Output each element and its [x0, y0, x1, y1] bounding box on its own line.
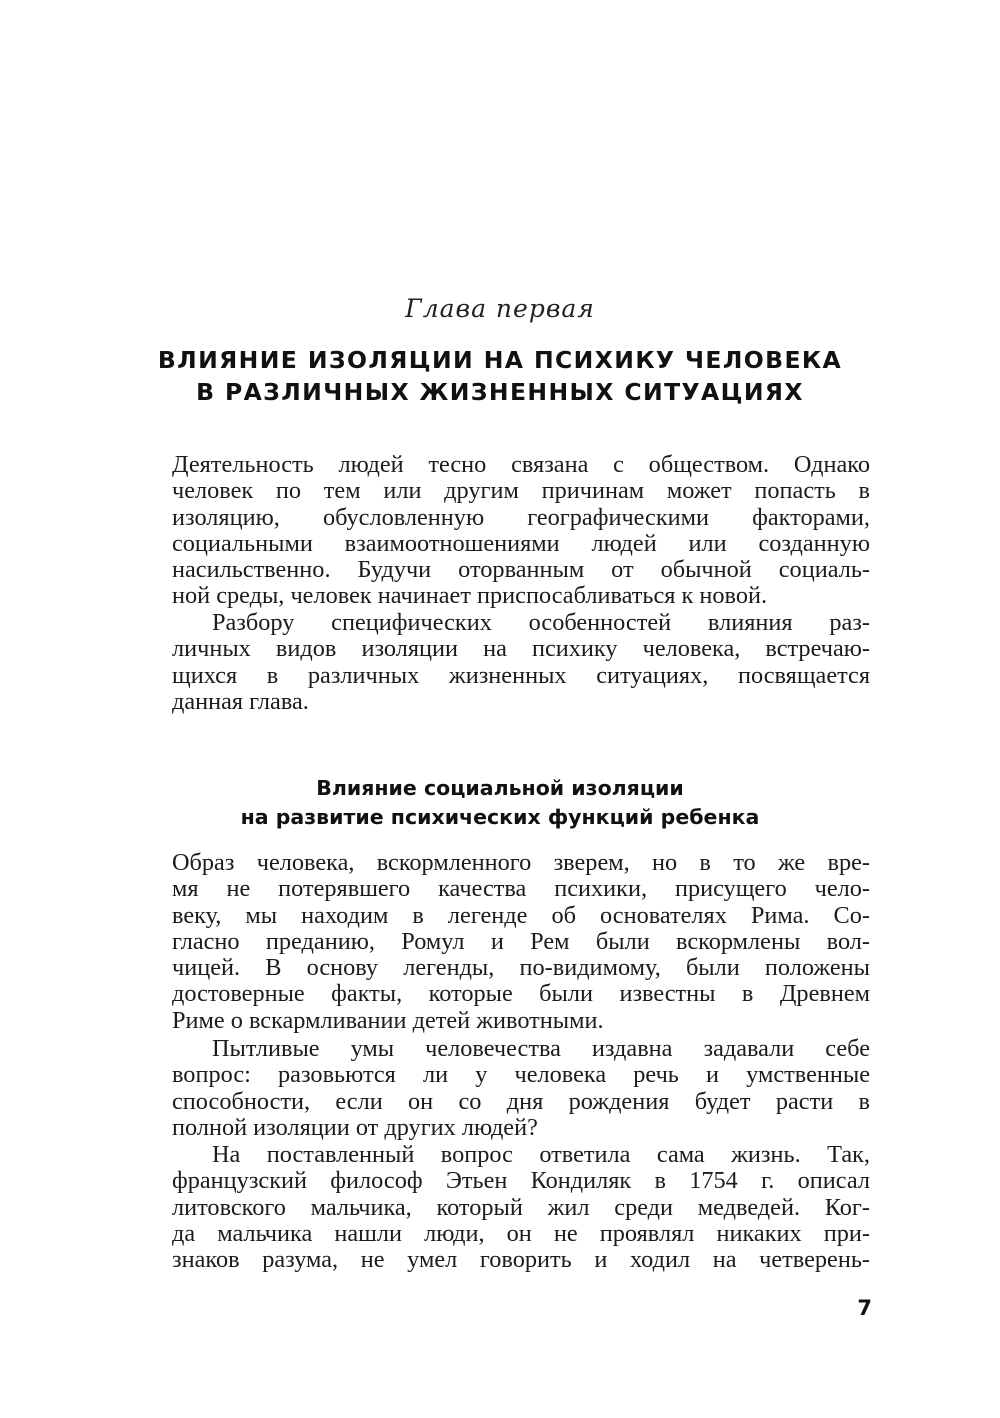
section-title-line: на развитие психических функций ребенка — [240, 805, 760, 829]
text-line: человек по тем или другим причинам может попасть в — [172, 477, 870, 505]
chapter-title-line: ВЛИЯНИЕ ИЗОЛЯЦИИ НА ПСИХИКУ ЧЕЛОВЕКА — [157, 346, 843, 374]
text-line: Риме о вскармливании детей животными. — [172, 1006, 604, 1034]
text-line: изоляцию, обусловленную географическими факторами, — [172, 503, 870, 531]
text-line: да мальчика нашли люди, он не проявлял никаких при- — [172, 1219, 870, 1247]
text-line: гласно преданию, Ромул и Рем были вскормлены вол- — [172, 927, 870, 955]
text-line: Разбору специфических особенностей влияния раз- — [212, 609, 870, 636]
text-line: ной среды, человек начинает приспосабливаться к новой. — [172, 582, 768, 610]
text-line: чицей. В основу легенды, по-видимому, были положены — [172, 954, 870, 982]
chapter-label: Глава первая — [405, 294, 595, 323]
text-line: данная глава. — [172, 687, 309, 715]
text-line: насильственно. Будучи оторванным от обычной социаль- — [172, 556, 870, 584]
text-line: способности, если он со дня рождения будет расти в — [172, 1087, 870, 1115]
section-paragraph-1 — [172, 850, 870, 1034]
section-paragraph-2 — [172, 1036, 870, 1141]
page-number: 7 — [857, 1296, 872, 1320]
section-paragraph-3 — [172, 1142, 870, 1273]
text-line: полной изоляции от других людей? — [172, 1113, 538, 1141]
text-line: достоверные факты, которые были известны в Древнем — [172, 980, 870, 1008]
text-line: знаков разума, не умел говорить и ходил на четверень- — [172, 1246, 870, 1274]
text-line: личных видов изоляции на психику человека, встречаю- — [172, 635, 870, 663]
text-line: социальными взаимоотношениями людей или созданную — [172, 529, 870, 557]
section-title-line: Влияние социальной изоляции — [316, 776, 684, 800]
chapter-title-line: В РАЗЛИЧНЫХ ЖИЗНЕННЫХ СИТУАЦИЯХ — [196, 378, 804, 406]
chapter-title — [0, 344, 1000, 408]
text-line: Образ человека, вскормленного зверем, но в то же вре- — [172, 849, 870, 876]
intro-paragraph-1 — [172, 452, 870, 610]
text-line: щихся в различных жизненных ситуациях, посвящается — [172, 661, 870, 689]
text-line: На поставленный вопрос ответила сама жизнь. Так, — [212, 1141, 870, 1168]
text-line: французский философ Этьен Кондиляк в 1754 г. описал — [172, 1167, 870, 1195]
text-line: вопрос: разовьются ли у человека речь и умственные — [172, 1061, 870, 1089]
section-title — [0, 774, 1000, 832]
intro-paragraph-2 — [172, 610, 870, 715]
text-line: Деятельность людей тесно связана с обществом. Однако — [172, 451, 870, 478]
text-line: литовского мальчика, который жил среди медведей. Ког- — [172, 1193, 870, 1221]
text-line: мя не потерявшего качества психики, присущего чело- — [172, 875, 870, 903]
text-line: веку, мы находим в легенде об основателях Рима. Со- — [172, 901, 870, 929]
text-line: Пытливые умы человечества издавна задавали себе — [212, 1035, 870, 1062]
